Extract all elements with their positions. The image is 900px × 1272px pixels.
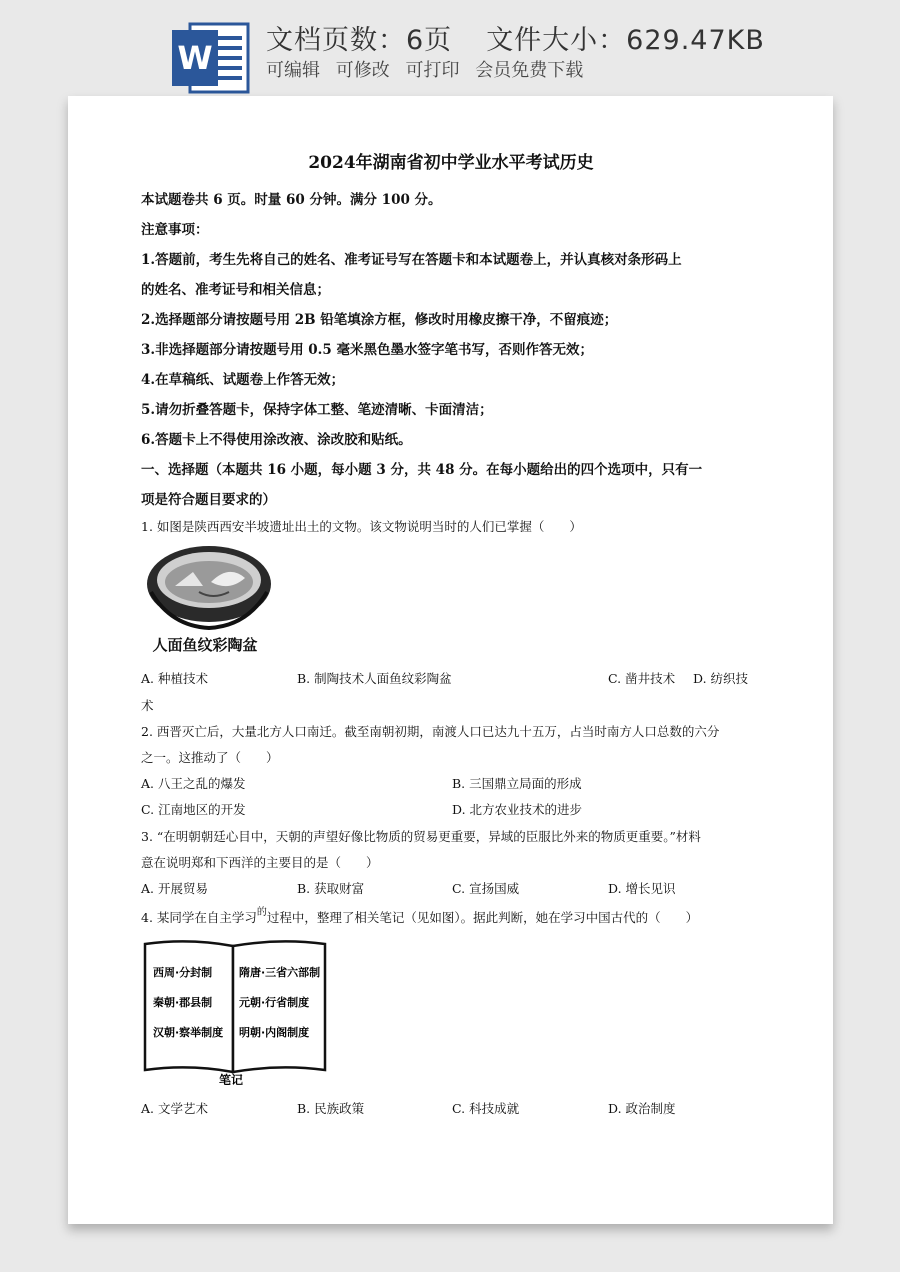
feature-modifiable: 可修改 (335, 60, 390, 81)
q3-option-a[interactable]: A. 开展贸易 (141, 881, 208, 896)
pottery-basin-icon (141, 542, 276, 658)
document-page (68, 96, 833, 1224)
question-1-stem: 1. 如图是陕西西安半坡遗址出土的文物。该文物说明当时的人们已掌握（ ） (141, 519, 582, 534)
notebook-icon (141, 938, 331, 1086)
download-banner (0, 0, 900, 100)
notice-heading: 注意事项： (141, 222, 209, 238)
q4-option-d[interactable]: D. 政治制度 (608, 1101, 676, 1116)
notice-line: 1.答题前，考生先将自己的姓名、准考证号写在答题卡和本试题卷上，并认真核对条形码上 (141, 252, 682, 268)
notebook-right-1: 隋唐·三省六部制 (239, 966, 321, 979)
q1-option-c[interactable]: C. 凿井技术 (608, 671, 676, 686)
word-icon (170, 20, 252, 96)
notebook-left-3: 汉朝·察举制度 (153, 1026, 224, 1039)
notice-line: 5.请勿折叠答题卡，保持字体工整、笔迹清晰、卡面清洁； (141, 402, 493, 418)
notebook-left-2: 秦朝·郡县制 (153, 996, 213, 1009)
q4-option-a[interactable]: A. 文学艺术 (141, 1101, 208, 1116)
section-heading: 一、选择题（本题共 16 小题，每小题 3 分，共 48 分。在每小题给出的四个选项中，只有一 (141, 462, 703, 478)
q1-option-d[interactable]: D. 纺织技 (693, 671, 749, 686)
q4-stem-small: 的 (256, 907, 267, 918)
notice-line: 6.答题卡上不得使用涂改液、涂改胶和贴纸。 (141, 432, 412, 448)
q3-option-d[interactable]: D. 增长见识 (608, 881, 676, 896)
document-title: 2024年湖南省初中学业水平考试历史 (308, 153, 594, 173)
feature-printable: 可打印 (405, 60, 460, 81)
q4-option-b[interactable]: B. 民族政策 (297, 1101, 365, 1116)
q4-stem-b: 过程中，整理了相关笔记（见如图）。据此判断，她在学习中国古代的（ ） (266, 910, 699, 925)
question-3-stem: 3. “在明朝朝廷心目中，天朝的声望好像比物质的贸易更重要，异域的臣服比外来的物质更重要。”材料 (141, 829, 701, 844)
pottery-caption: 人面鱼纹彩陶盆 (152, 636, 258, 654)
pottery-basin-image (141, 542, 276, 658)
q2-option-c[interactable]: C. 江南地区的开发 (141, 802, 246, 817)
q3-option-b[interactable]: B. 获取财富 (297, 881, 365, 896)
section-heading-cont: 项是符合题目要求的） (141, 492, 276, 508)
notebook-image (141, 938, 331, 1086)
file-size: 文件大小：629.47KB (486, 25, 765, 56)
q4-stem-a: 4. 某同学在自主学习 (141, 910, 257, 925)
q2-option-b[interactable]: B. 三国鼎立局面的形成 (452, 776, 582, 791)
notice-line: 4.在草稿纸、试题卷上作答无效； (141, 372, 345, 388)
q1-option-b[interactable]: B. 制陶技术人面鱼纹彩陶盆 (297, 671, 452, 686)
q2-option-a[interactable]: A. 八王之乱的爆发 (141, 776, 246, 791)
notebook-right-2: 元朝·行省制度 (239, 996, 310, 1009)
notebook-left-1: 西周·分封制 (153, 966, 213, 979)
notebook-right-3: 明朝·内阁制度 (239, 1026, 310, 1039)
question-2-stem-cont: 之一。这推动了（ ） (141, 750, 279, 765)
word-icon-letter: W (177, 39, 213, 77)
q1-option-d-wrap: 术 (141, 698, 154, 713)
question-4-stem (141, 908, 698, 926)
notice-line: 2.选择题部分请按题号用 2B 铅笔填涂方框，修改时用橡皮擦干净，不留痕迹； (141, 312, 618, 328)
q1-option-a[interactable]: A. 种植技术 (141, 671, 208, 686)
banner-title (266, 18, 765, 57)
notice-line: 的姓名、准考证号和相关信息； (141, 282, 330, 298)
q3-option-c[interactable]: C. 宣扬国威 (452, 881, 520, 896)
q4-option-c[interactable]: C. 科技成就 (452, 1101, 520, 1116)
question-2-stem: 2. 西晋灭亡后，大量北方人口南迁。截至南朝初期，南渡人口已达九十五万，占当时南方人口总数的六分 (141, 724, 720, 739)
feature-member-download: 会员免费下载 (475, 60, 584, 81)
question-3-stem-cont: 意在说明郑和下西洋的主要目的是（ ） (141, 855, 379, 870)
q2-option-d[interactable]: D. 北方农业技术的进步 (452, 802, 583, 817)
page-count: 文档页数：6页 (266, 25, 453, 56)
notice-line: 3.非选择题部分请按题号用 0.5 毫米黑色墨水签字笔书写，否则作答无效； (141, 342, 593, 358)
feature-editable: 可编辑 (266, 60, 320, 81)
banner-features (266, 56, 593, 82)
notebook-caption: 笔记 (219, 1073, 244, 1086)
exam-intro: 本试题卷共 6 页。时量 60 分钟。满分 100 分。 (141, 192, 442, 208)
